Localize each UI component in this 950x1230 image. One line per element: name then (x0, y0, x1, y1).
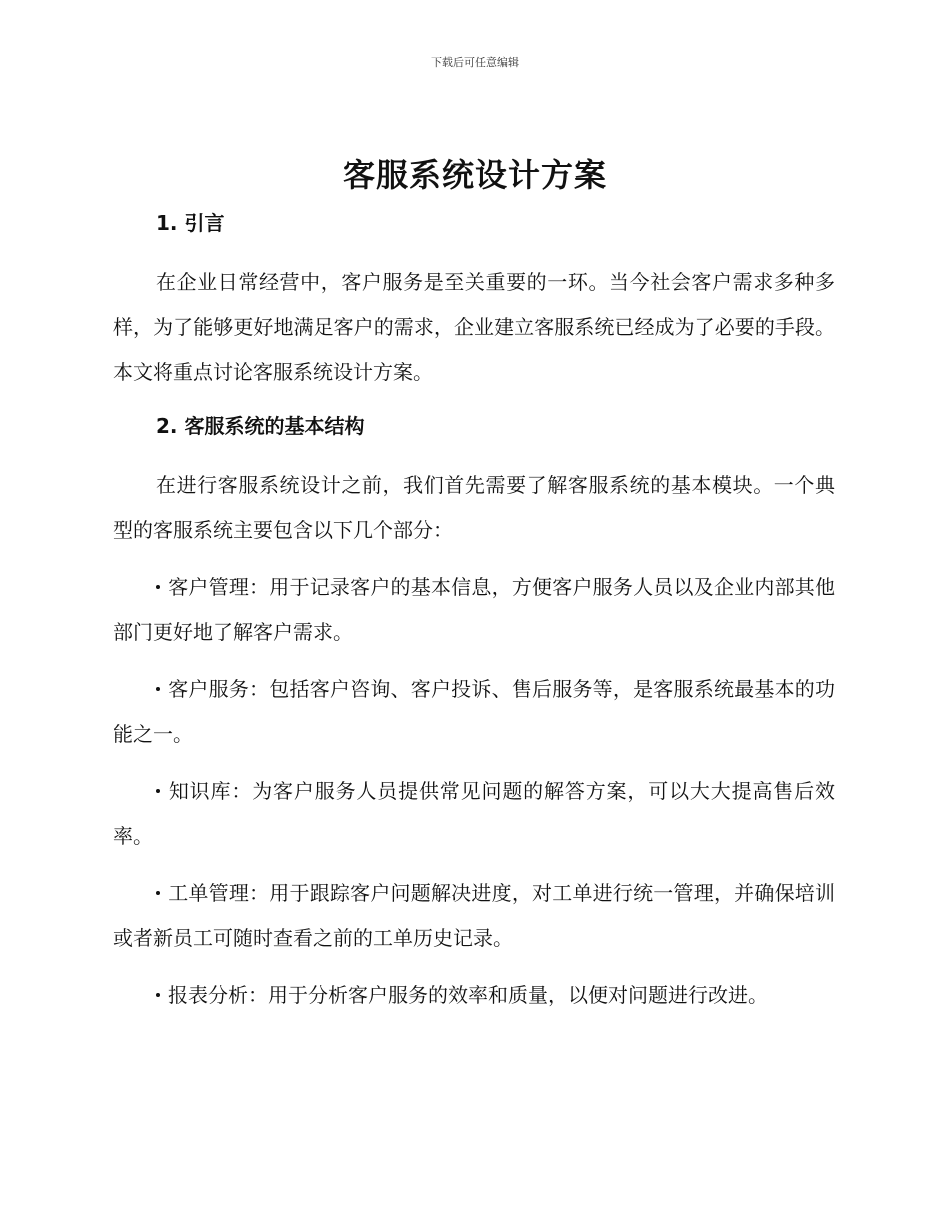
intro-paragraph: 在企业日常经营中，客户服务是至关重要的一环。当今社会客户需求多种多样，为了能够更好地满足客户的需求，企业建立客服系统已经成为了必要的手段。本文将重点讨论客服系统设计方案。 (113, 270, 835, 384)
list-item-customer-service (113, 667, 835, 757)
structure-intro-paragraph: 在进行客服系统设计之前，我们首先需要了解客服系统的基本模块。一个典型的客服系统主要包含以下几个部分： (113, 473, 835, 542)
bullet-icon (156, 687, 160, 691)
document-title: 客服系统设计方案 (342, 156, 607, 194)
list-item-text: 客户服务：包括客户咨询、客户投诉、售后服务等，是客服系统最基本的功能之一。 (113, 677, 835, 746)
list-item-knowledge-base (113, 769, 835, 859)
list-item-customer-management (113, 565, 835, 655)
bullet-icon (156, 585, 160, 589)
list-item-report-analysis (113, 973, 835, 1018)
header-note: 下载后可任意编辑 (431, 56, 519, 69)
list-item-text: 客户管理：用于记录客户的基本信息，方便客户服务人员以及企业内部其他部门更好地了解客户需求。 (113, 575, 835, 644)
section-heading-basic-structure: 2. 客服系统的基本结构 (156, 414, 365, 438)
list-item-ticket-management (113, 871, 835, 961)
bullet-icon (156, 789, 160, 793)
list-item-text: 知识库：为客户服务人员提供常见问题的解答方案，可以大大提高售后效率。 (113, 779, 835, 848)
list-item-text: 报表分析：用于分析客户服务的效率和质量，以便对问题进行改进。 (168, 983, 768, 1007)
section-heading-introduction: 1. 引言 (156, 211, 225, 235)
bullet-icon (156, 993, 160, 997)
bullet-icon (156, 891, 160, 895)
list-item-text: 工单管理：用于跟踪客户问题解决进度，对工单进行统一管理，并确保培训或者新员工可随时查看之前的工单历史记录。 (113, 881, 835, 950)
document-body (113, 206, 835, 1018)
